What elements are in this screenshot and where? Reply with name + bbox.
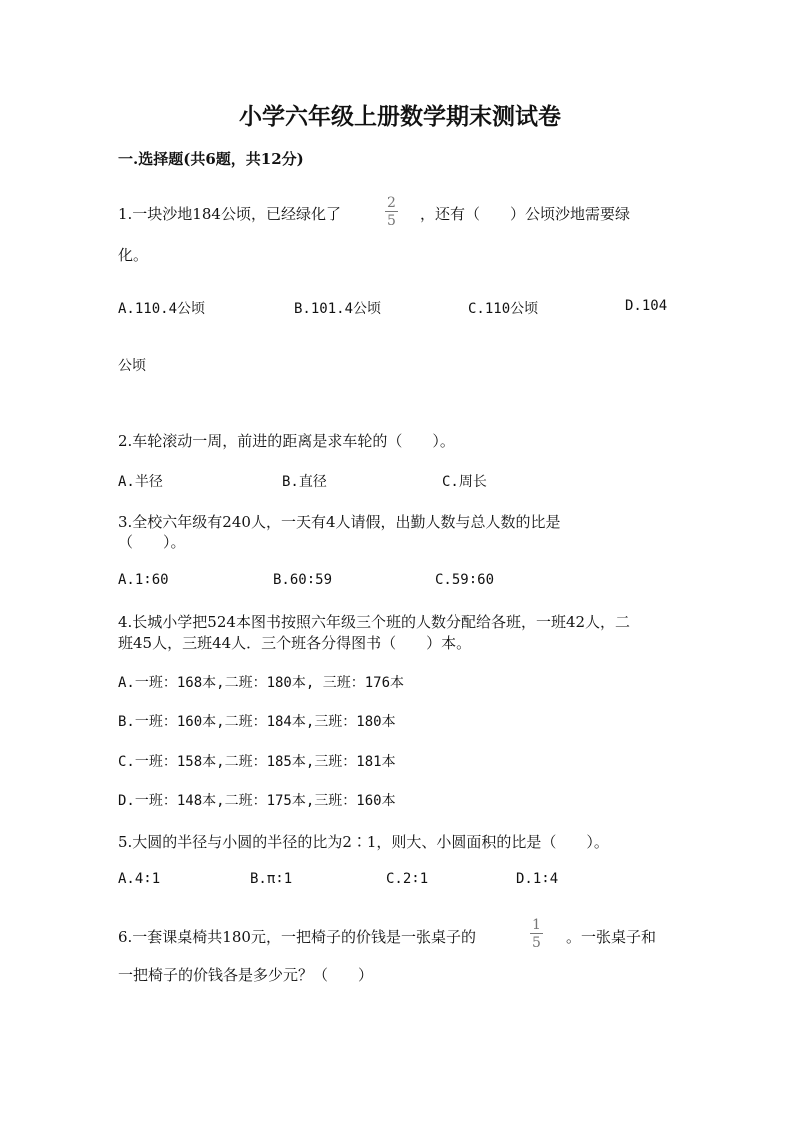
q5-option-b: B.π∶1 [250,871,293,887]
q6-fraction-numerator: 1 [532,917,541,933]
q3-option-c: C.59∶60 [435,572,495,588]
q1-text-part2: ，还有（ ）公顷沙地需要绿 [420,205,631,223]
q1-option-c: C.110公顷 [468,301,539,317]
q4-text-part2: 班45人，三班44人．三个班各分得图书（ ）本。 [118,634,472,652]
q3-option-a: A.1∶60 [118,572,169,588]
q2-option-b: B.直径 [282,474,327,490]
q6-fraction-denominator: 5 [532,935,541,951]
q6-fraction [530,918,543,950]
q2-option-a: A.半径 [118,474,163,490]
q1-fraction-denominator: 5 [387,213,396,229]
q4-text-part1: 4.长城小学把524本图书按照六年级三个班的人数分配给各班，一班42人，二 [118,613,631,631]
q3-text-part2: （ ）。 [118,533,186,551]
q3-option-b: B.60∶59 [273,572,333,588]
q6-text-part2: 。一张桌子和 [566,928,657,946]
q6-text-part1: 6.一套课桌椅共180元，一把椅子的价钱是一张桌子的 [118,928,476,946]
q1-option-d: D.104 [625,298,668,314]
q1-fraction [385,196,398,228]
q2-option-c: C.周长 [442,474,487,490]
q1-fraction-numerator: 2 [387,195,396,211]
q4-option-a: A.一班：168本,二班：180本, 三班：176本 [118,675,405,691]
q4-option-b: B.一班：160本,二班：184本,三班：180本 [118,714,396,730]
page-title: 小学六年级上册数学期末测试卷 [239,103,561,130]
q1-option-a: A.110.4公顷 [118,301,206,317]
q1-option-b: B.101.4公顷 [294,301,382,317]
q1-option-d-wrap: 公顷 [118,358,146,374]
q5-option-c: C.2∶1 [386,871,429,887]
q2-text: 2.车轮滚动一周，前进的距离是求车轮的（ ）。 [118,432,455,450]
q4-option-d: D.一班：148本,二班：175本,三班：160本 [118,793,396,809]
q5-text: 5.大圆的半径与小圆的半径的比为2∶1，则大、小圆面积的比是（ ）。 [118,833,609,851]
q1-text-part3: 化。 [118,246,149,264]
q4-option-c: C.一班：158本,二班：185本,三班：181本 [118,754,396,770]
q1-text-part1: 1.一块沙地184公顷，已经绿化了 [118,205,341,223]
q5-option-a: A.4∶1 [118,871,161,887]
q3-text-part1: 3.全校六年级有240人，一天有4人请假，出勤人数与总人数的比是 [118,513,561,531]
section-heading: 一.选择题(共6题，共12分) [118,150,304,168]
q6-text-part3: 一把椅子的价钱各是多少元？（ ） [118,966,374,984]
q5-option-d: D.1∶4 [516,871,559,887]
